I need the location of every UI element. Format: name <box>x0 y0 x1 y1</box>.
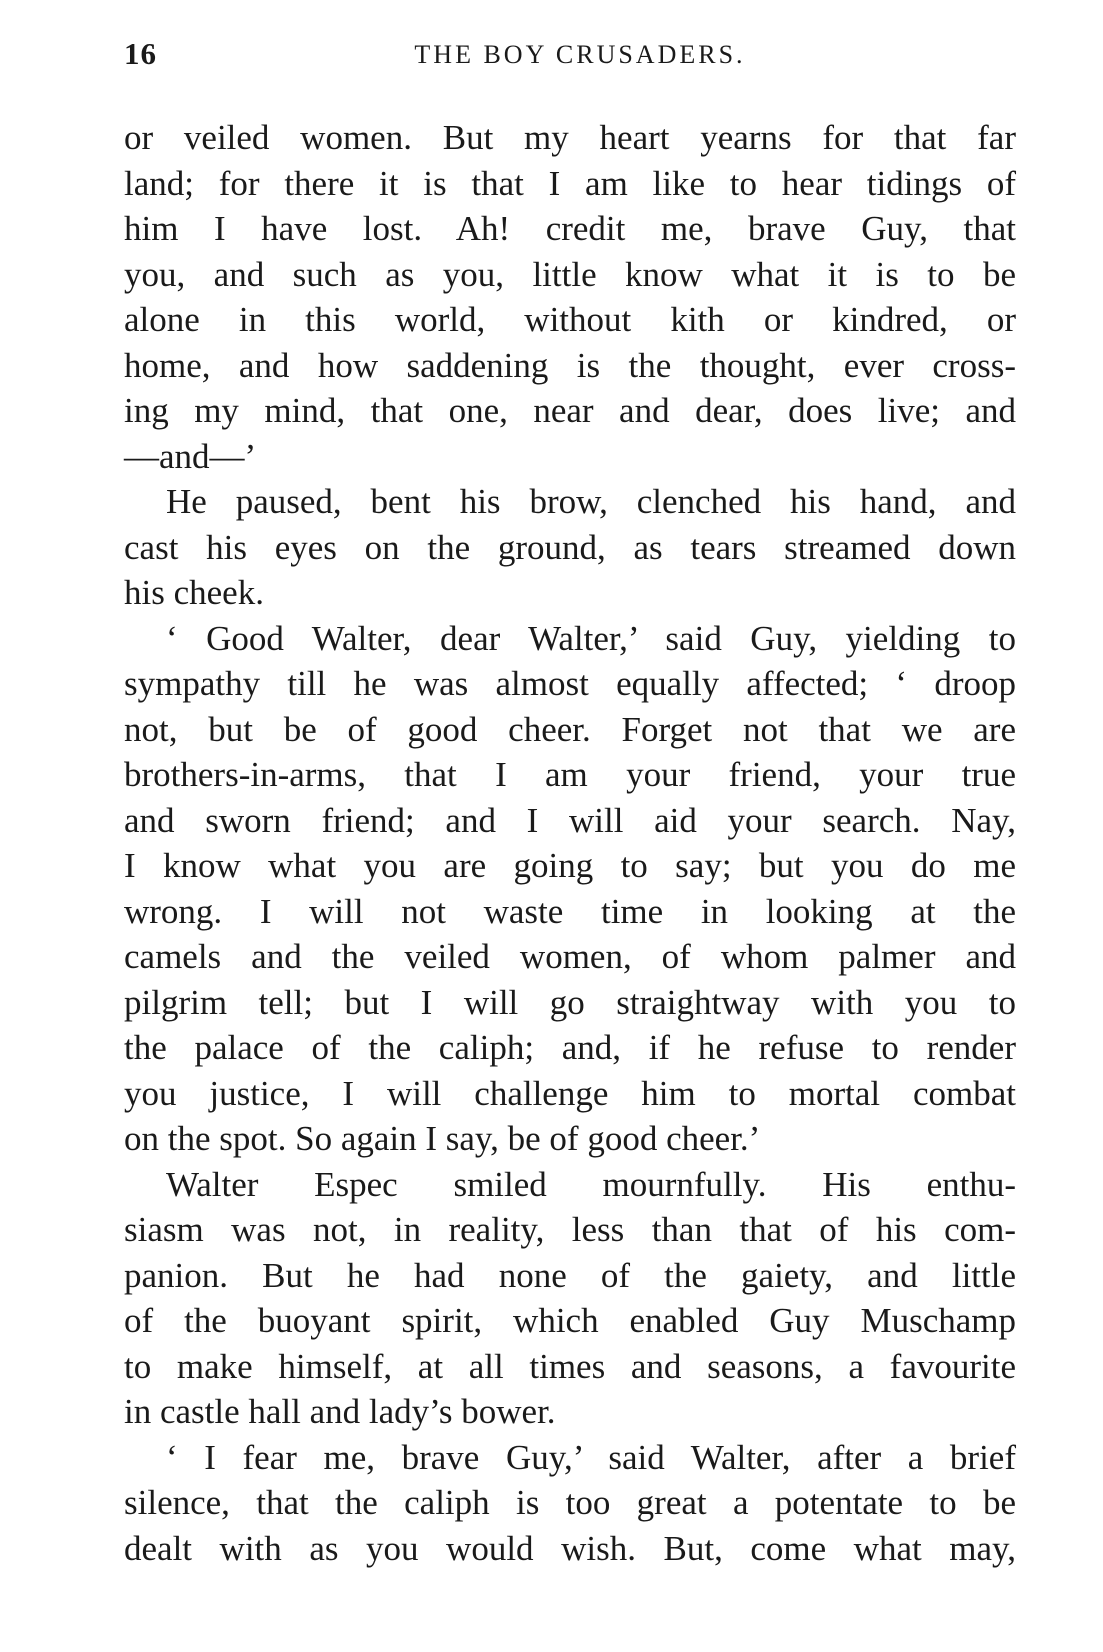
text-line: wrong. I will not waste time in looking at the <box>124 891 1016 931</box>
text-line: of the buoyant spirit, which enabled Guy Muschamp <box>124 1301 1016 1340</box>
text-line: his cheek. <box>124 573 264 612</box>
text-line: siasm was not, in reality, less than that of his com- <box>124 1210 1016 1249</box>
text-line: home, and how saddening is the thought, ever cross- <box>124 345 1016 385</box>
text-line: not, but be of good cheer. Forget not that we are <box>124 709 1016 749</box>
text-line: and sworn friend; and I will aid your search. Nay, <box>124 800 1016 840</box>
text-line: pilgrim tell; but I will go straightway with you to <box>124 982 1016 1022</box>
text-line: panion. But he had none of the gaiety, and little <box>124 1255 1016 1295</box>
text-line: to make himself, at all times and seasons, a favourite <box>124 1346 1016 1386</box>
text-line: the palace of the caliph; and, if he refuse to render <box>124 1028 1016 1067</box>
text-line: I know what you are going to say; but you do me <box>124 846 1016 885</box>
page-number: 16 <box>124 36 157 71</box>
text-line: —and—’ <box>124 436 257 476</box>
text-line: camels and the veiled women, of whom palmer and <box>124 937 1016 976</box>
paragraph-start-line: He paused, bent his brow, clenched his hand, and <box>166 482 1016 521</box>
body-text <box>124 115 1016 1571</box>
text-line: or veiled women. But my heart yearns for that far <box>124 118 1016 157</box>
paragraph-start-line: ‘ Good Walter, dear Walter,’ said Guy, yielding to <box>166 618 1016 658</box>
text-line: brothers-in-arms, that I am your friend, your true <box>124 755 1016 794</box>
text-line: dealt with as you would wish. But, come what may, <box>124 1528 1016 1568</box>
text-line: you, and such as you, little know what it is to be <box>124 254 1016 294</box>
text-line: him I have lost. Ah! credit me, brave Guy, that <box>124 209 1016 248</box>
text-line: alone in this world, without kith or kindred, or <box>124 300 1016 339</box>
text-line: sympathy till he was almost equally affected; ‘ droop <box>124 664 1016 703</box>
text-line: cast his eyes on the ground, as tears streamed down <box>124 527 1016 567</box>
paragraph-start-line: Walter Espec smiled mournfully. His enthu- <box>166 1164 1016 1204</box>
text-line: ing my mind, that one, near and dear, does live; and <box>124 391 1016 430</box>
page-header <box>124 36 1016 76</box>
text-line: in castle hall and lady’s bower. <box>124 1392 556 1431</box>
running-title: THE BOY CRUSADERS. <box>414 40 746 69</box>
text-line: on the spot. So again I say, be of good cheer.’ <box>124 1119 761 1158</box>
text-line: land; for there it is that I am like to hear tidings of <box>124 163 1016 203</box>
text-line: silence, that the caliph is too great a potentate to be <box>124 1483 1016 1522</box>
paragraph-start-line: ‘ I fear me, brave Guy,’ said Walter, after a brief <box>166 1437 1016 1477</box>
text-line: you justice, I will challenge him to mortal combat <box>124 1073 1016 1113</box>
